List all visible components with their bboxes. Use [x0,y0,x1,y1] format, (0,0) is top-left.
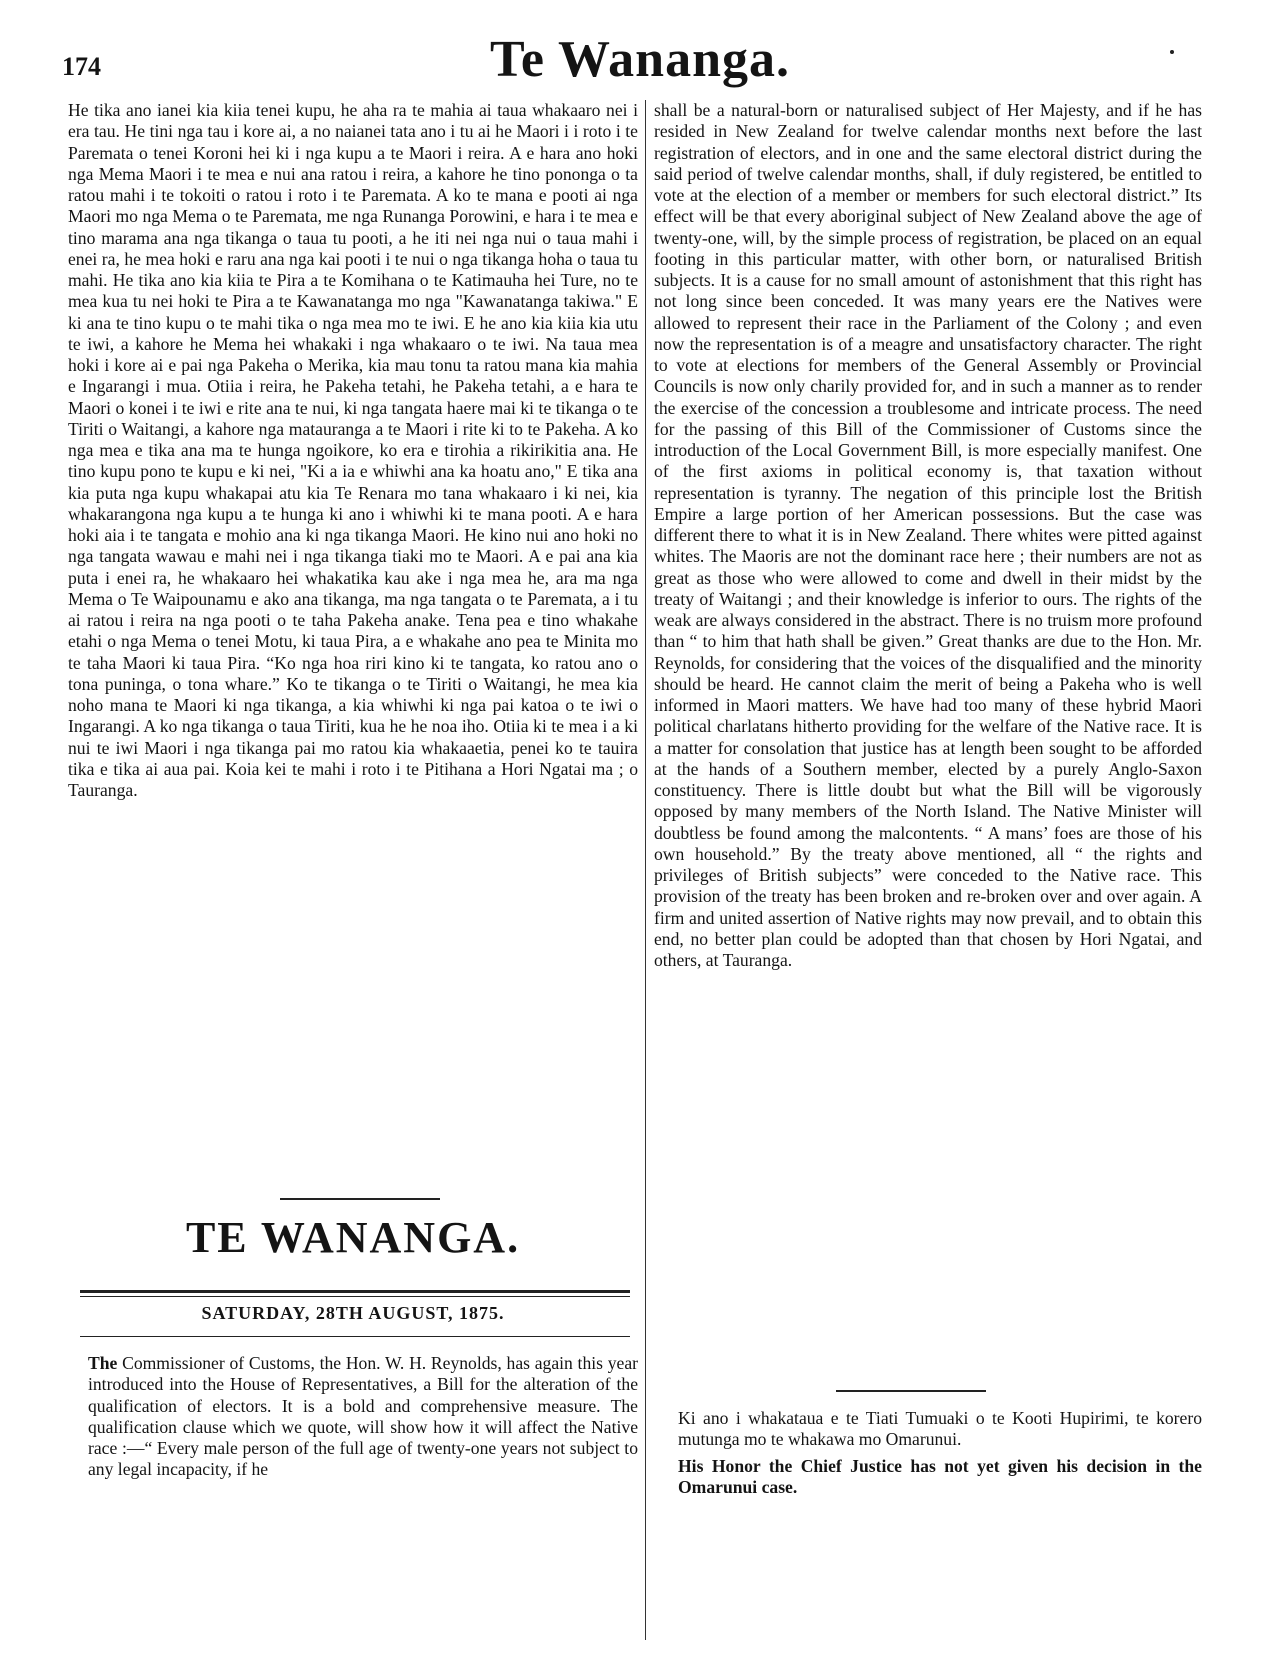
left-column [68,100,638,801]
dateline-rule [80,1336,630,1337]
section-title: TE WANANGA. [185,1213,521,1262]
section-rule [280,1198,440,1200]
omarunui-notice [678,1408,1202,1504]
dateline: SATURDAY, 28TH AUGUST, 1875. [201,1303,505,1323]
column-divider [645,100,646,1640]
editorial-text: Commissioner of Customs, the Hon. W. H. Reynolds, has again this year introduced into the House of Representatives, a Bill for the alteration of the qualification of electors. It is a bold and comprehensive measure. The qualification clause which we quote, will show how it will affect the Native race :—“ Every male person of the full age of twenty-one years not subject to any legal incapacity, if he [88,1353,638,1480]
notice-english: His Honor the Chief Justice has not yet given his decision in the Omarunui case. [678,1456,1202,1497]
maori-article: He tika ano ianei kia kiia tenei kupu, he aha ra te mahia ai taua whakaaro nei i era tau. He tini nga tau i kore ai, a no naianei tata ano i tu ai he Maori i i roto i te Paremata o tenei Koroni hei ki i nga kupu a te Maori i reira. A e hara ano hoki nga Mema Maori i te mea e nui ana ratou i reira, a kahore he tino pononga o ta ratou mahi i te tokoiti o ratou i roto i te Paremata. A ko te mana e pooti ai nga Maori mo nga Mema o te Paremata, me nga Runanga Porowini, e hara i te mea e tino marama ana nga tikanga o taua tu pooti, a he iti nei nga nui o taua mahi i enei ra, he mea hoki e raru ana nga kai pooti i te nui o nga tikanga hoha o taua tu mahi. He tika ano kia kiia te Pira a te Komihana o te Katimauha hei Ture, no te mea kua tu nei hoki te Pira a te Kawanatanga mo nga "Kawanatanga takiwa." E ki ana te tino kupu o te mahi tika o nga mea mo te iwi. E he ano kia kiia kia utu te iwi, a kahore he Mema hei whakaki i nga whakaaro o te iwi. Na taua mea hoki i kore ai e pai nga Pakeha o Merika, kia mau tonu ta ratou mana kia mahia e Ingarangi i mua. Otiia i reira, he Pakeha tetahi, he Pakeha tetahi, a e hara te Maori o konei i te iwi e rite ana te nui, ki nga tangata haere mai ki te tikanga o te Tiriti o Waitangi, a kahore nga matauranga a te Maori i rite ki to te Pakeha. A ko nga mea e tika ana ma te hunga ngoikore, ko era e tirohia a rikirikitia ana. He tino kupu pono te kupu e ki nei, "Ki a ia e whiwhi ana ka hoatu ano," E tika ana kia puta nga kupu whakapai atu kia Te Renara mo tana whakaaro i ki nei, kia whakarangona nga kupu a te hunga ki ano i whiwhi ki te mana pooti. A e hara hoki aia i te tangata e mohio ana ki nga tikanga Maori. He kino nui ano hoki no nga tangata wawau e mahi nei i nga tikanga tiaki mo te Maori. A e pai ana kia puta i enei ra, he whakaaro hei whakatika kau ake i nga mea he, ara ma nga Mema o Te Waipounamu e ako ana tikanga, ma nga tangata o te Paremata, a i tu ai ratou i reira na nga pooti o te taha Pakeha anake. Tena pea e tino whakahe etahi o nga Mema o tenei Motu, ki taua Pira, a e whakahe ano pea te Minita mo te taha Maori ki taua Pira. “Ko nga hoa riri kino ki te tangata, ko ratou ano o tona puninga, o tona whare.” Ko te tikanga o te Tiriti o Waitangi, he mea kia noho mana te Maori ki nga tikanga, a kia whiwhi ki nga pai katoa o te iwi o Ingarangi. A ko nga tikanga o taua Tiriti, kua he he noa iho. Otiia ki te mea i a ki nui te iwi Maori i nga tikanga pai mo ratou kia whakaaetia, penei ko te tauira tika e tika ai aua pai. Koia kei te mahi i roto i te Pitihana a Hori Ngatai ma ; o Tauranga. [68,100,638,800]
masthead-title: Te Wananga. [489,31,791,88]
notice-rule [836,1390,986,1392]
heading-rule-thick [80,1290,630,1293]
english-article: shall be a natural-born or naturalised subject of Her Majesty, and if he has resided in New Zealand for twelve calendar months next before the last registration of electors, and in one and the same electoral district during the said period of twelve calendar months, shall, if duly registered, be entitled to vote at the election of a member or members for such electoral district.” Its effect will be that every aboriginal subject of New Zealand above the age of twenty-one, will, by the simple process of registration, be placed on an equal footing in this particular matter, with other born, or naturalised British subjects. It is a cause for no small amount of astonishment that this right has not long since been conceded. It was many years ere the Natives were allowed to represent their race in the Parliament of the Colony ; and even now the representation is of a meagre and unsatisfactory character. The right to vote at elections for members of the General Assembly or Provincial Councils is now only charily provided for, and in such a manner as to render the exercise of the concession a troublesome and intricate process. The need for the passing of this Bill of the Commissioner of Customs since the introduction of the Local Government Bill, is more especially manifest. One of the first axioms in political economy is, that taxation without representation is tyranny. The negation of this principle lost the British Empire a large portion of her American possessions. But the case was different there to what it is in New Zealand. There whites were pitted against whites. The Maoris are not the dominant race here ; their numbers are not as great as those who were allowed to come and dwell in their midst by the treaty of Waitangi ; and their knowledge is inferior to ours. The rights of the weak are always considered in the abstract. There is no truism more profound than “ to him that hath shall be given.” Great thanks are due to the Hon. Mr. Reynolds, for considering that the voices of the disqualified and the minority should be heard. He cannot claim the merit of being a Pakeha who is well informed in Maori matters. We have had too many of these hybrid Maori political charlatans hitherto providing for the welfare of the Native race. It is a matter for consolation that justice has at length been sought to be afforded at the hands of a Southern member, elected by a purely Anglo-Saxon constituency. There is little doubt but what the Bill will be vigorously opposed by many members of the North Island. The Native Minister will doubtless be found among the malcontents. “ A mans’ foes are those of his own household.” By the treaty above mentioned, all “ the rights and privileges of British subjects” were conceded to the Native race. This provision of the treaty has been broken and re-broken over and over again. A firm and united assertion of Native rights may now prevail, and to obtain this end, no better plan could be adopted than that chosen by Hori Ngatai, and others, at Tauranga. [654,100,1202,970]
print-speck [1170,50,1174,54]
editorial-article [88,1353,638,1481]
page-number: 174 [62,52,101,81]
heading-rule-thin [80,1296,630,1297]
notice-maori: Ki ano i whakataua e te Tiati Tumuaki o te Kooti Hupirimi, te korero mutunga mo te whakawa mo Omarunui. [678,1408,1202,1449]
right-column [654,100,1202,971]
editorial-lead: The [88,1353,118,1373]
editorial-paragraph [88,1353,638,1481]
